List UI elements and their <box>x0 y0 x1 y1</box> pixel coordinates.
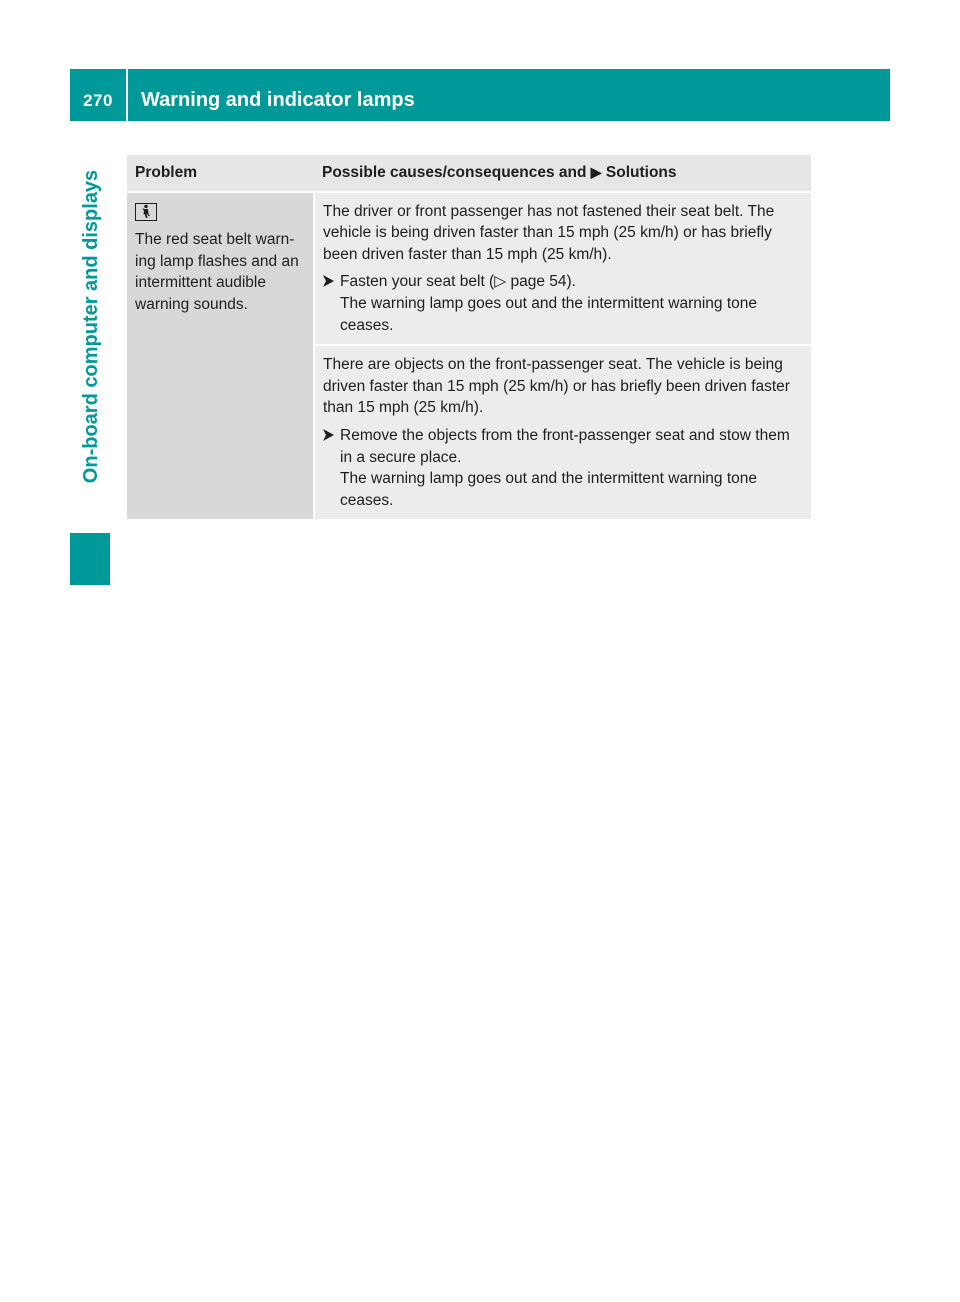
column-header-solutions-suffix: Solutions <box>605 164 677 181</box>
step-result: The warning lamp goes out and the intermittent warning tone ceases. <box>340 470 758 509</box>
side-tab-label-wrapper <box>72 121 112 531</box>
cause-text: The driver or front passenger has not fastened their seat belt. The vehicle is being driven faster than 15 mph (25 km/h) or has briefly been driven faster than 15 mph (25 km/h). <box>323 202 775 263</box>
step-text: Remove the objects from the front-passenger seat and stow them in a secure place. <box>340 426 790 466</box>
section-title: Warning and indicator lamps <box>141 89 415 111</box>
problem-cell <box>127 192 314 520</box>
table-row <box>127 192 811 346</box>
solution-cell <box>314 345 811 519</box>
solution-arrow-icon: ▶ <box>590 164 602 180</box>
seat-belt-icon <box>135 203 157 221</box>
page-number: 270 <box>83 91 113 110</box>
page-ref-icon: ▷ <box>494 273 507 291</box>
problem-description: The red seat belt warn-ing lamp flashes and an intermittent audible warning sounds. <box>135 231 299 313</box>
step-result: The warning lamp goes out and the intermittent warning tone ceases. <box>340 294 758 334</box>
table-header-row <box>127 155 811 192</box>
cause-text: There are objects on the front-passenger seat. The vehicle is being driven faster than 15 mph (25 km/h) or has briefly been driven faster than 15 mph (25 km/h). <box>323 356 790 417</box>
solution-step <box>323 425 803 511</box>
side-tab-label: On-board computer and displays <box>80 169 103 483</box>
solution-step <box>323 271 803 336</box>
column-header-solutions <box>314 155 811 192</box>
page-reference-link[interactable]: page 54). <box>510 273 576 291</box>
step-text: Fasten your seat belt ( <box>340 273 495 291</box>
action-arrow-icon <box>323 426 334 448</box>
column-header-problem: Problem <box>127 155 314 192</box>
header-divider <box>126 69 128 121</box>
side-tab-marker <box>70 533 110 585</box>
solution-cell <box>314 192 811 346</box>
column-header-solutions-prefix: Possible causes/consequences and <box>322 164 587 181</box>
action-arrow-icon <box>323 272 334 294</box>
warning-lamp-table <box>127 155 811 519</box>
